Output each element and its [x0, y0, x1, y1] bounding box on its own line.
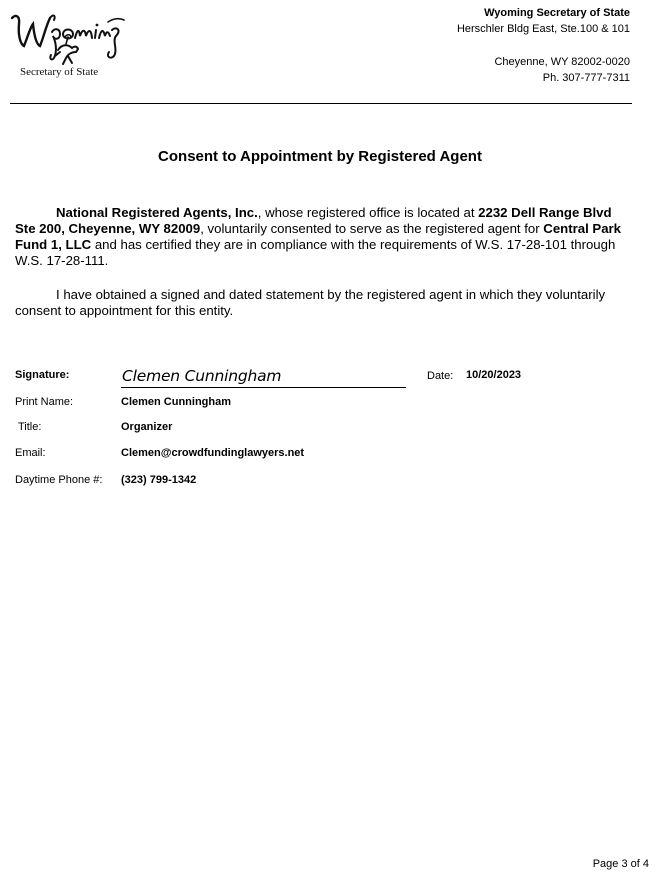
paragraph-text-3: and has certified they are in compliance with the requirements of W.S. 17-28-101 through W.S. 17-28-111. — [15, 237, 616, 268]
wyoming-wordmark-icon — [8, 6, 126, 68]
page-number: Page 3 of 4 — [592, 858, 649, 870]
office-address-block — [457, 5, 630, 86]
phone-value: (323) 799-1342 — [121, 474, 197, 486]
entity-name: Central Park Fund 1, LLC — [15, 221, 621, 252]
consent-paragraph — [15, 205, 625, 269]
office-address: 2232 Dell Range Blvd Ste 200, Cheyenne, WY 82009 — [15, 205, 612, 236]
office-phone: Ph. 307-777-7311 — [542, 72, 630, 84]
address-line-1: Herschler Bldg East, Ste.100 & 101 — [456, 23, 630, 35]
signature-value: Clemen Cunningham — [122, 367, 282, 385]
header-divider — [10, 103, 632, 104]
title-value: Organizer — [121, 421, 173, 433]
signature-label: Signature: — [15, 369, 70, 381]
logo-caption: Secretary of State — [20, 66, 99, 78]
wyoming-logo — [8, 6, 126, 82]
date-value: 10/20/2023 — [466, 369, 522, 381]
signature-line — [121, 387, 406, 388]
paragraph-text-2: , voluntarily consented to serve as the registered agent for — [200, 221, 544, 236]
email-value: Clemen@crowdfundinglawyers.net — [121, 447, 305, 459]
paragraph-text-1: , whose registered office is located at — [257, 205, 479, 220]
agent-name: National Registered Agents, Inc. — [56, 205, 258, 220]
statement-paragraph — [15, 287, 625, 319]
email-label: Email: — [15, 447, 46, 459]
phone-label: Daytime Phone #: — [15, 474, 103, 486]
page-title: Consent to Appointment by Registered Agent — [158, 148, 482, 165]
date-label: Date: — [427, 370, 454, 382]
title-label: Title: — [18, 421, 42, 433]
print-name-label: Print Name: — [15, 396, 74, 408]
address-line-2: Cheyenne, WY 82002-0020 — [494, 56, 630, 68]
statement-text: I have obtained a signed and dated statement by the registered agent in which they voluntarily consent to appointment for this entity. — [15, 287, 606, 318]
org-name: Wyoming Secretary of State — [484, 7, 630, 19]
print-name-value: Clemen Cunningham — [121, 396, 232, 408]
